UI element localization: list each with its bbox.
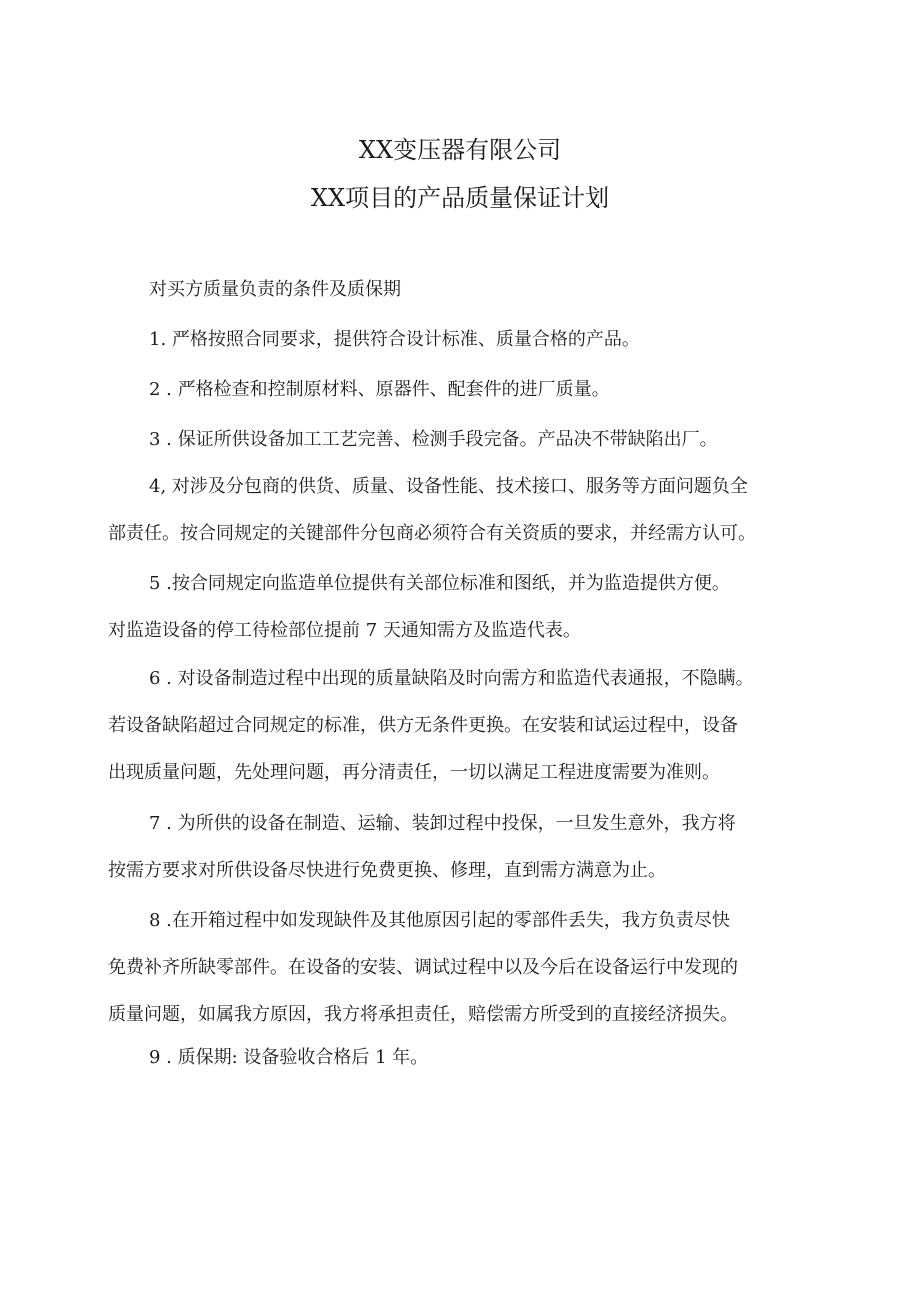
list-item-4 (108, 463, 818, 557)
list-item-5 (108, 560, 818, 654)
list-item-9 (108, 1034, 818, 1081)
item-3-line-1: 3 . 保证所供设备加工工艺完善、检测手段完备。产品决不带缺陷出厂。 (149, 429, 718, 450)
list-item-1 (108, 316, 818, 363)
item-2-line-1: 2 . 严格检查和控制原材料、原器件、配套件的进厂质量。 (149, 379, 610, 400)
list-item-2 (108, 366, 818, 413)
item-7-line-1: 7 . 为所供的设备在制造、运输、装卸过程中投保，一旦发生意外，我方将 (149, 813, 736, 834)
document-title (0, 126, 920, 222)
item-6-line-3: 出现质量问题，先处理问题，再分清责任，一切以满足工程进度需要为准则。 (108, 762, 720, 783)
section-heading (108, 266, 818, 313)
list-item-7 (108, 800, 818, 894)
item-8-line-3: 质量问题，如属我方原因，我方将承担责任，赔偿需方所受到的直接经济损失。 (108, 1004, 738, 1025)
section-heading-text: 对买方质量负责的条件及质保期 (149, 279, 401, 300)
item-1-line-1: 1. 严格按照合同要求，提供符合设计标准、质量合格的产品。 (149, 329, 640, 350)
item-8-line-1: 8 .在开箱过程中如发现缺件及其他原因引起的零部件丢失，我方负责尽快 (149, 910, 730, 931)
company-name: XX变压器有限公司 (358, 136, 562, 164)
item-4-line-1: 4, 对涉及分包商的供货、质量、设备性能、技术接口、服务等方面问题负全 (149, 476, 748, 497)
item-7-line-2: 按需方要求对所供设备尽快进行免费更换、修理，直到需方满意为止。 (108, 860, 666, 881)
item-9-line-1: 9 . 质保期: 设备验收合格后 1 年。 (149, 1047, 429, 1068)
item-6-line-2: 若设备缺陷超过合同规定的标准，供方无条件更换。在安装和试运过程中，设备 (108, 715, 738, 736)
item-5-line-2: 对监造设备的停工待检部位提前 7 天通知需方及监造代表。 (108, 620, 581, 641)
item-4-line-2: 部责任。按合同规定的关键部件分包商必须符合有关资质的要求，并经需方认可。 (108, 523, 756, 544)
item-5-line-1: 5 .按合同规定向监造单位提供有关部位标准和图纸，并为监造提供方便。 (149, 573, 730, 594)
list-item-8 (108, 897, 818, 1038)
list-item-3 (108, 416, 818, 463)
plan-title: XX项目的产品质量保证计划 (310, 184, 610, 212)
item-8-line-2: 免费补齐所缺零部件。在设备的安装、调试过程中以及今后在设备运行中发现的 (108, 957, 738, 978)
item-6-line-1: 6 . 对设备制造过程中出现的质量缺陷及时向需方和监造代表通报，不隐瞒。 (149, 668, 754, 689)
list-item-6 (108, 655, 818, 796)
